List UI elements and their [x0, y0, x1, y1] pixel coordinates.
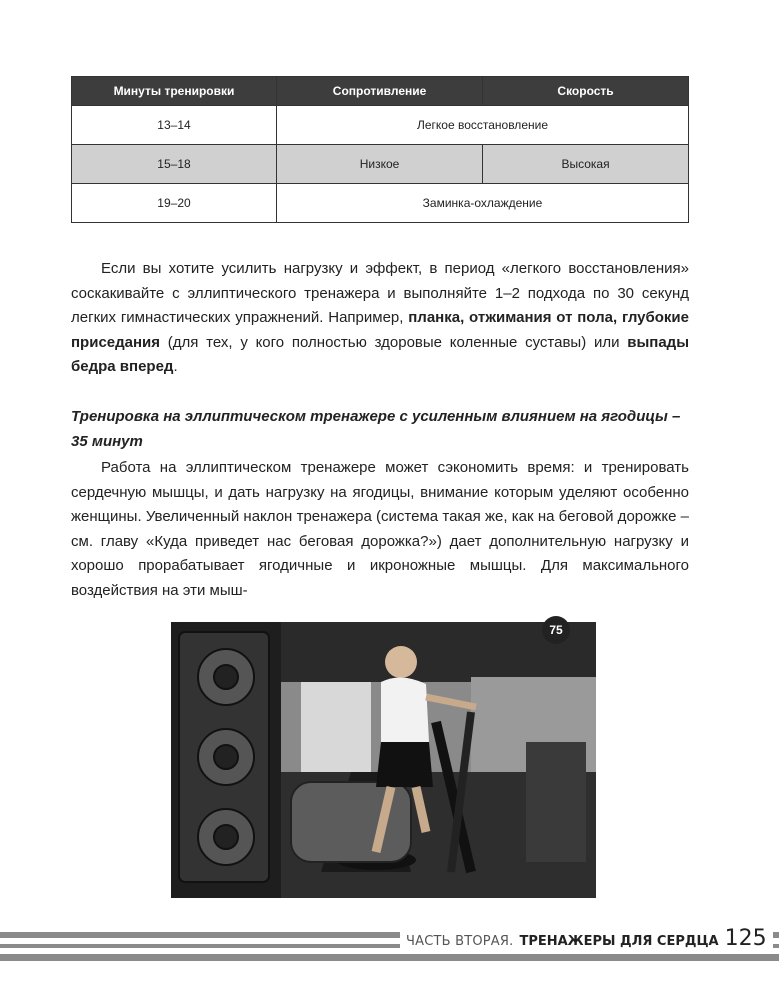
- footer-stripe: [0, 954, 779, 961]
- para-bold-lunges: выпады бедра вперед: [71, 333, 689, 375]
- table-row: [72, 184, 689, 223]
- cell-minutes: 15–18: [72, 145, 277, 184]
- cell-merged: Легкое восстановление: [276, 106, 688, 145]
- running-footer: [400, 926, 773, 951]
- paragraph-intensity: [71, 257, 689, 380]
- cell-minutes: 19–20: [72, 184, 277, 223]
- footer-section: ТРЕНАЖЕРЫ ДЛЯ СЕРДЦА: [519, 934, 719, 949]
- elliptical-trainer-illustration: [171, 622, 596, 898]
- section-heading: Тренировка на эллиптическом тренажере с усиленным влиянием на ягодицы – 35 минут: [71, 408, 681, 450]
- gym-photo: [171, 622, 596, 898]
- cell-speed: Высокая: [483, 145, 689, 184]
- figure-number-badge: 75: [542, 616, 570, 644]
- para-bold-exercises: планка, отжимания от пола, глубокие приседания: [71, 309, 689, 351]
- table-row: [72, 106, 689, 145]
- cell-merged: Заминка-охлаждение: [276, 184, 688, 223]
- cell-minutes: 13–14: [72, 106, 277, 145]
- page-number: 125: [724, 926, 767, 951]
- col-header-resistance: Сопротивление: [276, 77, 482, 106]
- table-row: [72, 145, 689, 184]
- table-header-row: [72, 77, 689, 106]
- footer-part: ЧАСТЬ ВТОРАЯ.: [406, 934, 514, 949]
- cell-resistance: Низкое: [276, 145, 482, 184]
- para-text: Если вы хотите усилить нагрузку и эффект, в период «легкого восстановления» соскакивайте с эллиптического тренажера и выполняйте 1–2 подхода по 30 секунд легких гимнастических упражнений. Например,: [71, 260, 689, 326]
- paragraph-glutes: Работа на эллиптическом тренажере может сэкономить время: и тренировать сердечную мышцы, и дать нагрузку на ягодицы, внимание которым уделяют особенно женщины. Увеличенный наклон тренажера (система такая же, как на беговой дорожке – см. главу «Куда приведет нас беговая дорожка?») дает дополнительную нагрузку и хорошо прорабатывает ягодичные и икроножные мышцы. Для максимального воздействия на эти мыш-: [71, 459, 689, 599]
- col-header-minutes: Минуты тренировки: [72, 77, 277, 106]
- para-text: .: [173, 358, 178, 375]
- workout-table: [71, 76, 689, 223]
- para-text: (для тех, у кого полностью здоровые коленные суставы) или: [160, 333, 628, 351]
- col-header-speed: Скорость: [483, 77, 689, 106]
